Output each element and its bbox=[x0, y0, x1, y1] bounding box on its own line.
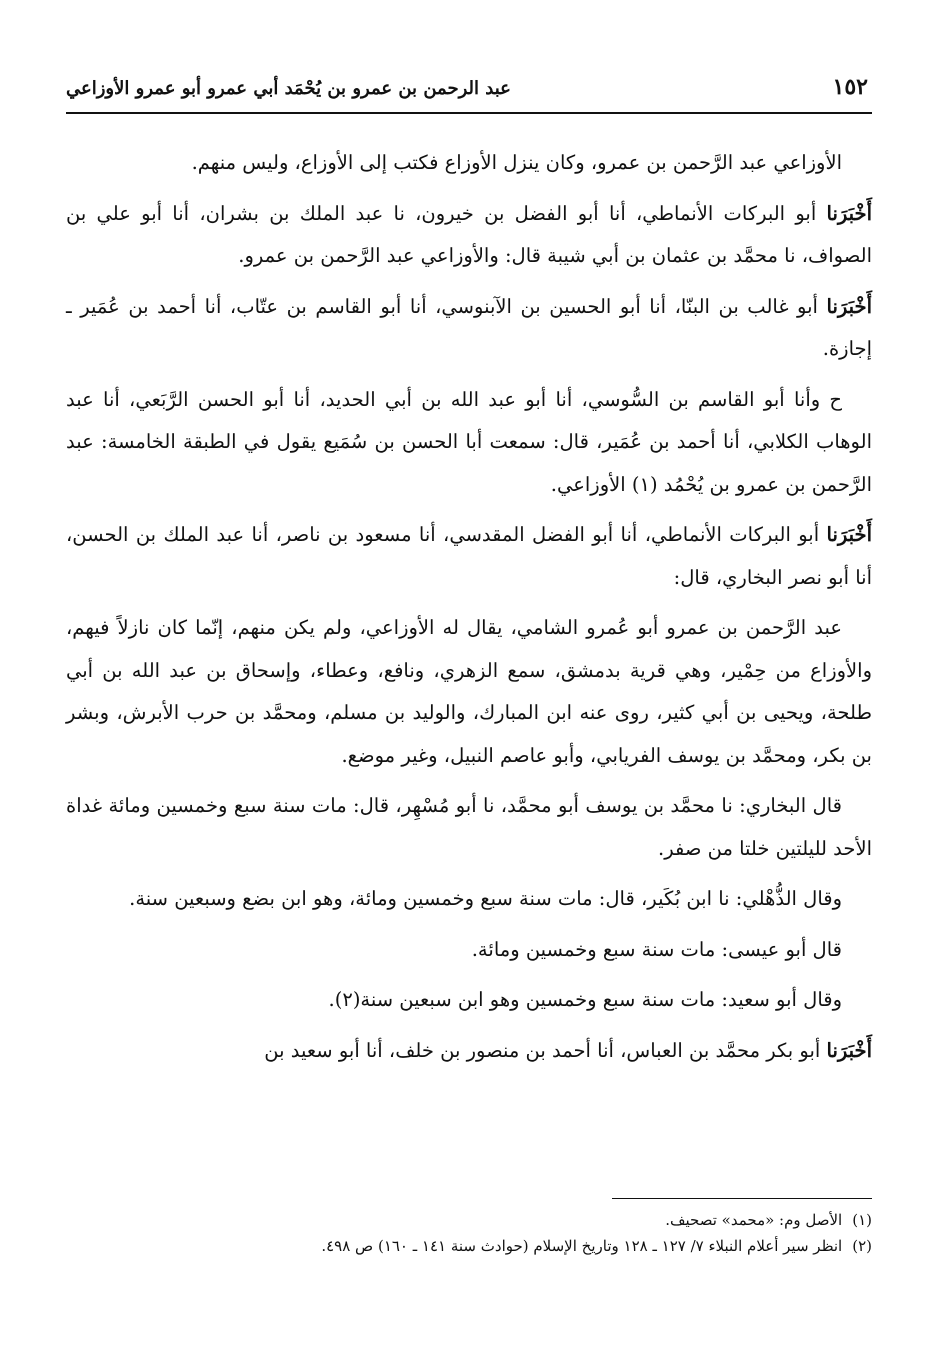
paragraph bbox=[66, 514, 872, 599]
paragraph-text: وقال الذُّهْلي: نا ابن بُكَير، قال: مات سنة سبع وخمسين ومائة، وهو ابن بضع وسبعين سنة. bbox=[129, 887, 842, 910]
paragraph-text: ح وأنا أبو القاسم بن السُّوسي، أنا أبو عبد الله بن أبي الحديد، أنا أبو الحسن الرَّبَعي، أنا عبد الوهاب الكلابي، أنا أحمد بن عُمَير، قال: سمعت أبا الحسن بن سُمَيع يقول في الطبقة الخامسة: عبد الرَّحمن بن عمرو بن يُحْمُد (١) الأوزاعي. bbox=[66, 387, 872, 496]
isnad-keyword: أَخْبَرَنا bbox=[826, 294, 872, 318]
paragraph-text: أبو البركات الأنماطي، أنا أبو الفضل بن خيرون، نا عبد الملك بن بشران، أنا أبو علي بن الصواف، نا محمَّد بن عثمان بن أبي شيبة قال: والأوزاعي عبد الرَّحمن بن عمرو. bbox=[66, 201, 872, 267]
paragraph-text: قال البخاري: نا محمَّد بن يوسف أبو محمَّد، نا أبو مُسْهِر، قال: مات سنة سبع وخمسين ومائة غداة الأحد لليلتين خلتا من صفر. bbox=[66, 794, 872, 860]
footnote-marker: (١) bbox=[852, 1211, 872, 1229]
footnote-divider bbox=[612, 1198, 872, 1199]
page-number: ١٥٢ bbox=[832, 74, 868, 100]
footnote-text: الأصل وم: «محمد» تصحيف. bbox=[665, 1211, 843, 1229]
paragraph-text: أبو بكر محمَّد بن العباس، أنا أحمد بن منصور بن خلف، أنا أبو سعيد بن bbox=[264, 1038, 827, 1062]
footnote-text: انظر سير أعلام النبلاء ٧/ ١٢٧ ـ ١٢٨ وتاريخ الإسلام (حوادث سنة ١٤١ ـ ١٦٠) ص ٤٩٨. bbox=[321, 1237, 843, 1255]
footnote bbox=[66, 1233, 872, 1259]
page-header bbox=[66, 70, 872, 114]
paragraph-text: وقال أبو سعيد: مات سنة سبع وخمسين وهو ابن سبعين سنة(٢). bbox=[328, 988, 842, 1011]
paragraph bbox=[66, 878, 872, 921]
isnad-keyword: أَخْبَرَنا bbox=[826, 523, 872, 546]
paragraph bbox=[66, 142, 872, 185]
paragraph bbox=[66, 979, 872, 1022]
paragraph bbox=[66, 379, 872, 507]
paragraph-text: أبو غالب بن البنّا، أنا أبو الحسين بن الآبنوسي، أنا أبو القاسم بن عتّاب، أنا أحمد بن عُمَير ـ إجازة. bbox=[66, 294, 872, 360]
footnotes-section bbox=[66, 1198, 872, 1259]
footnote bbox=[66, 1207, 872, 1233]
footnote-marker: (٢) bbox=[852, 1237, 872, 1255]
book-page bbox=[66, 70, 872, 1300]
paragraph-text: الأوزاعي عبد الرَّحمن بن عمرو، وكان ينزل الأوزاع فكتب إلى الأوزاع، وليس منهم. bbox=[191, 151, 842, 174]
paragraph bbox=[66, 785, 872, 870]
isnad-keyword: أَخْبَرَنا bbox=[826, 201, 872, 225]
paragraph-text: عبد الرَّحمن بن عمرو أبو عُمرو الشامي، يقال له الأوزاعي، ولم يكن منهم، إنّما كان نازلاً فيهم، والأوزاع من حِمْير، وهي قرية بدمشق، سمع الزهري، ونافع، وعطاء، وإسحاق بن عبد الله بن أبي طلحة، ويحيى بن أبي كثير، روى عنه ابن المبارك، والوليد بن مسلم، ومحمَّد بن حرب الأبرش، وبشر بن بكر، ومحمَّد بن يوسف الفريابي، وأبو عاصم النبيل، وغير موضع. bbox=[66, 616, 872, 767]
footnote-list bbox=[66, 1207, 872, 1259]
paragraph-text: أبو البركات الأنماطي، أنا أبو الفضل المقدسي، أنا مسعود بن ناصر، أنا عبد الملك بن الحسن، أنا أبو نصر البخاري، قال: bbox=[66, 523, 872, 589]
paragraph bbox=[66, 286, 872, 371]
paragraph-text: قال أبو عيسى: مات سنة سبع وخمسين ومائة. bbox=[471, 937, 842, 961]
paragraph bbox=[66, 1030, 872, 1073]
isnad-keyword: أَخْبَرَنا bbox=[826, 1038, 872, 1062]
paragraph bbox=[66, 193, 872, 278]
main-text bbox=[66, 142, 872, 1072]
paragraph bbox=[66, 929, 872, 972]
running-title: عبد الرحمن بن عمرو بن يُحْمَد أبي عمرو أبو عمرو الأوزاعي bbox=[66, 78, 511, 99]
paragraph bbox=[66, 607, 872, 777]
